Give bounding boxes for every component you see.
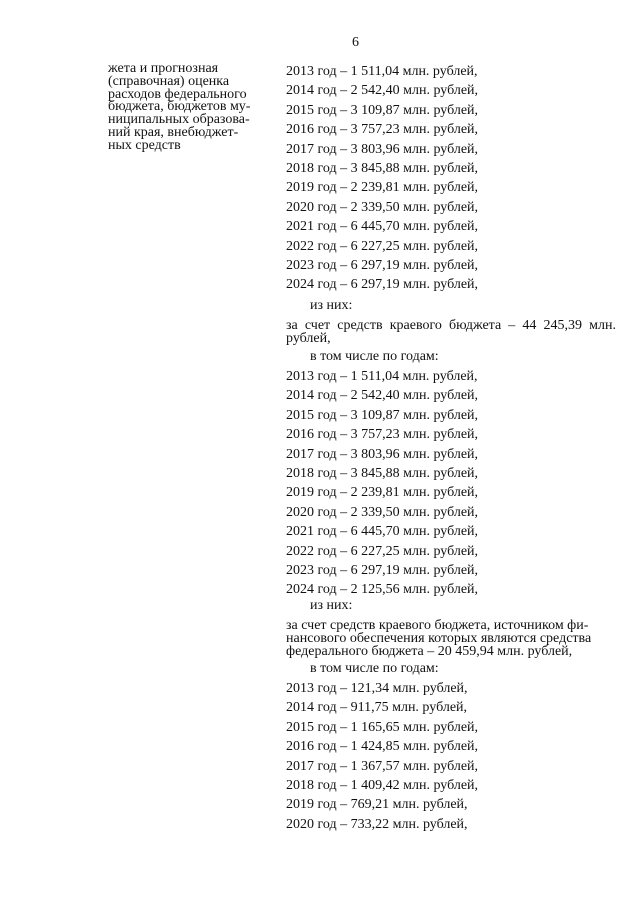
text-line: 2018 год – 1 409,42 млн. рублей,	[286, 778, 479, 794]
text-line: 2013 год – 1 511,04 млн. рублей,	[286, 64, 478, 79]
text-line: 2015 год – 1 165,65 млн. рублей,	[286, 719, 479, 735]
text-line: 2022 год – 6 227,25 млн. рублей,	[286, 238, 479, 254]
text-line: 2014 год – 2 542,40 млн. рублей,	[286, 388, 479, 404]
text-line: 2018 год – 3 845,88 млн. рублей,	[286, 466, 479, 482]
text-line: 2021 год – 6 445,70 млн. рублей,	[286, 524, 479, 540]
text-line: 2015 год – 3 109,87 млн. рублей,	[286, 407, 479, 423]
text-line: ных средств	[108, 137, 181, 153]
regional-budget-paragraph	[286, 319, 616, 345]
text-line: 2013 год – 121,34 млн. рублей,	[286, 681, 468, 696]
text-line: 2019 год – 2 239,81 млн. рублей,	[286, 180, 479, 196]
text-line: федерального бюджета – 20 459,94 млн. рублей,	[286, 644, 573, 660]
of-them-label: из них:	[310, 598, 353, 613]
text-line: 2019 год – 2 239,81 млн. рублей,	[286, 485, 479, 501]
page-number: 6	[352, 35, 359, 50]
text-line: 2015 год – 3 109,87 млн. рублей,	[286, 102, 479, 118]
federal-by-year-list	[286, 679, 478, 834]
text-line: 2021 год – 6 445,70 млн. рублей,	[286, 219, 479, 235]
text-line: за счет средств краевого бюджета, источником фи-	[286, 618, 589, 633]
text-line: 2016 год – 3 757,23 млн. рублей,	[286, 122, 479, 138]
text-line: 2024 год – 2 125,56 млн. рублей,	[286, 582, 479, 598]
text-line: ниципальных образова-	[108, 112, 250, 128]
text-line: 2020 год – 2 339,50 млн. рублей,	[286, 199, 479, 215]
text-line: 2023 год – 6 297,19 млн. рублей,	[286, 258, 479, 274]
text-line: нансового обеспечения которых являются средства	[286, 631, 592, 647]
text-line: 2023 год – 6 297,19 млн. рублей,	[286, 563, 479, 579]
text-line: 2016 год – 1 424,85 млн. рублей,	[286, 739, 479, 755]
by-years-label: в том числе по годам:	[310, 349, 439, 364]
text-line: жета и прогнозная	[108, 61, 219, 76]
federal-source-paragraph	[286, 619, 616, 659]
total-by-year-list	[286, 62, 478, 295]
of-them-label: из них:	[310, 298, 353, 313]
text-line: 2016 год – 3 757,23 млн. рублей,	[286, 427, 479, 443]
text-line: бюджета, бюджетов му-	[108, 99, 251, 115]
regional-by-year-list	[286, 367, 478, 600]
text-line: 2018 год – 3 845,88 млн. рублей,	[286, 161, 479, 177]
text-line: 2019 год – 769,21 млн. рублей,	[286, 797, 468, 813]
text-line: 2017 год – 3 803,96 млн. рублей,	[286, 141, 479, 157]
text-line: 2022 год – 6 227,25 млн. рублей,	[286, 543, 479, 559]
text-line: 2024 год – 6 297,19 млн. рублей,	[286, 277, 479, 293]
text-line: 2020 год – 733,22 млн. рублей,	[286, 816, 468, 832]
text-line: рублей,	[286, 331, 331, 347]
text-line: 2020 год – 2 339,50 млн. рублей,	[286, 504, 479, 520]
by-years-label: в том числе по годам:	[310, 661, 439, 676]
text-line: (справочная) оценка	[108, 73, 230, 89]
text-line: ний края, внебюджет-	[108, 124, 239, 140]
text-line: за счет средств краевого бюджета – 44 245,39 млн.	[286, 318, 616, 333]
text-line: 2013 год – 1 511,04 млн. рублей,	[286, 369, 478, 384]
text-line: расходов федерального	[108, 86, 247, 102]
text-line: 2014 год – 2 542,40 млн. рублей,	[286, 83, 479, 99]
left-column-text	[108, 63, 268, 153]
text-line: 2017 год – 3 803,96 млн. рублей,	[286, 446, 479, 462]
text-line: 2014 год – 911,75 млн. рублей,	[286, 700, 468, 716]
text-line: 2017 год – 1 367,57 млн. рублей,	[286, 758, 479, 774]
